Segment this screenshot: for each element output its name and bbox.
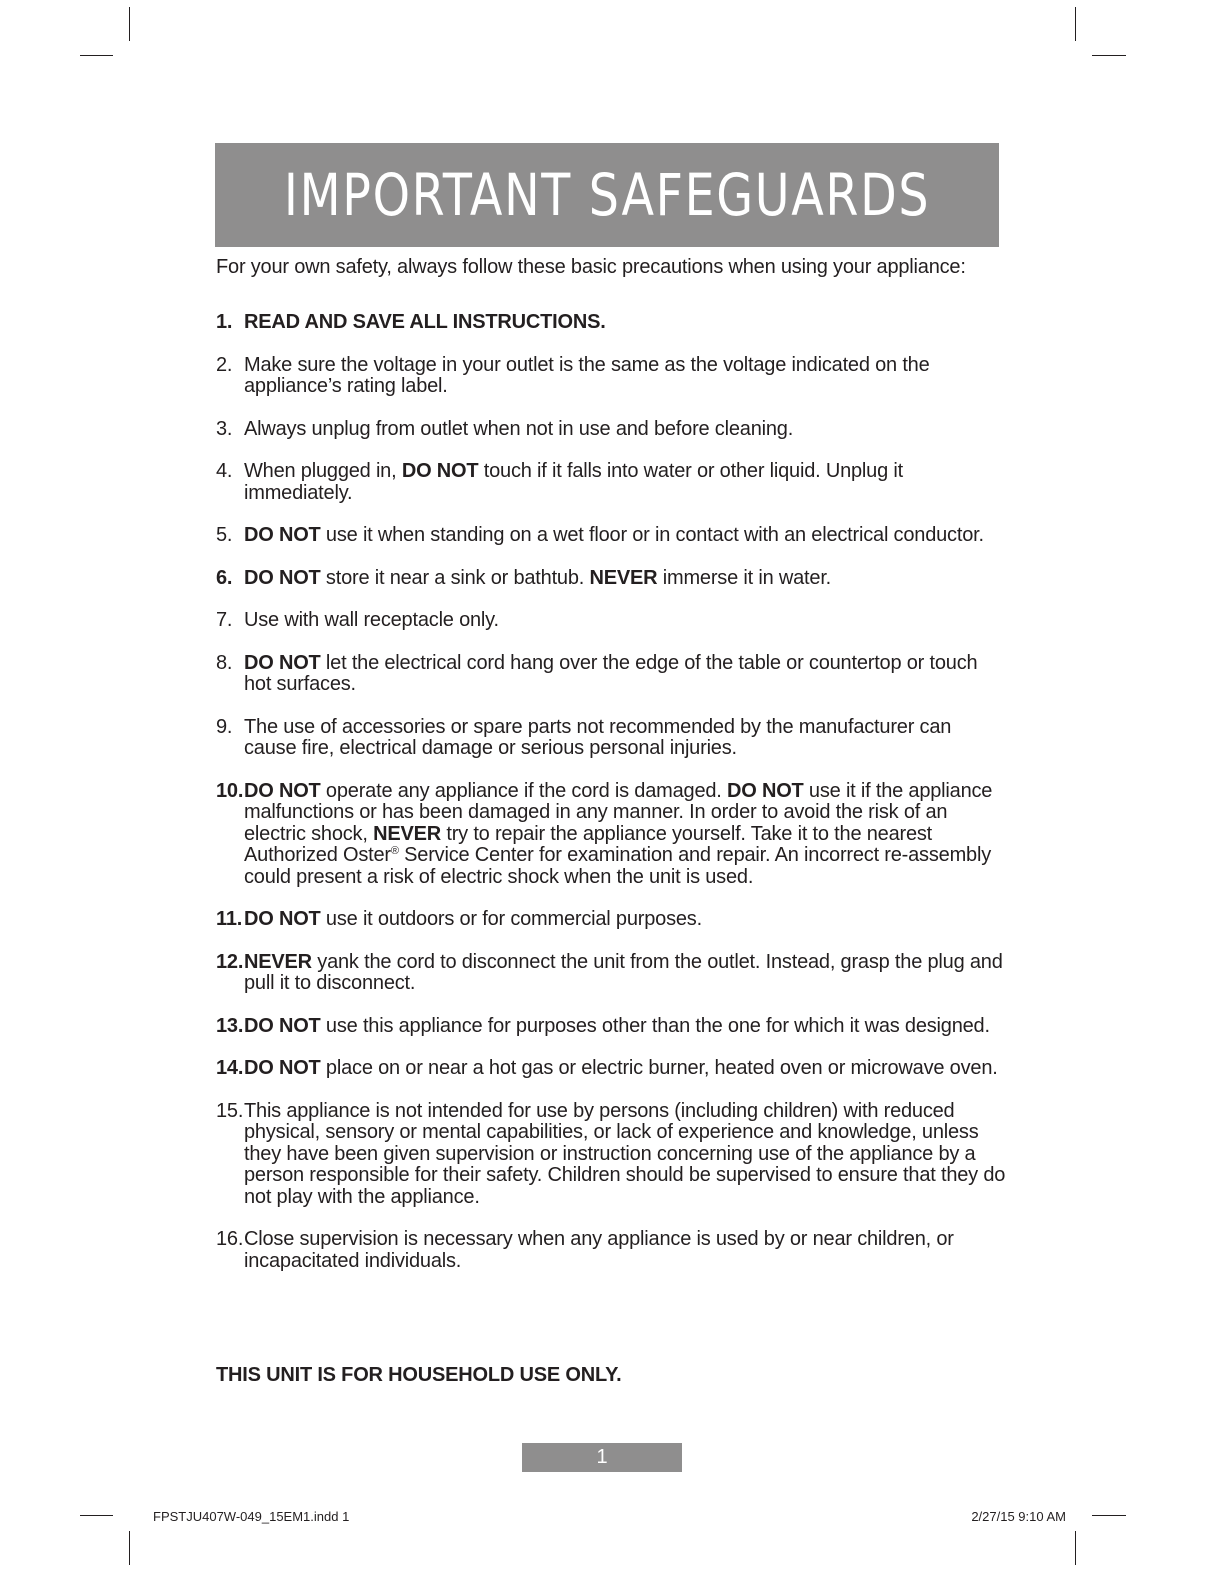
list-item-text: use it if the appliance malfunctions or has been damaged in any manner. In order to avoid the risk of an electric shock, [244,779,993,845]
list-item-text: operate any appliance if the cord is damaged. [320,779,727,802]
emphasis-text: DO NOT [244,1014,321,1037]
list-item-number: 7. [216,609,233,631]
list-item-number: 16. [216,1228,244,1250]
page-number: 1 [522,1443,682,1472]
list-item [216,525,1006,547]
list-item [216,1016,1006,1038]
list-item-text: use it outdoors or for commercial purposes. [320,908,702,930]
list-item-text: place on or near a hot gas or electric burner, heated oven or microwave oven. [320,1057,998,1079]
household-use-note: THIS UNIT IS FOR HOUSEHOLD USE ONLY. [216,1364,622,1386]
emphasis-text: DO NOT [244,908,321,930]
emphasis-text: DO NOT [244,566,321,589]
list-item-text: When plugged in, [244,460,402,482]
list-item-number: 1. [216,311,233,333]
page-title: IMPORTANT SAFEGUARDS [283,161,931,229]
emphasis-text: DO NOT [244,651,321,674]
list-item-text: Make sure the voltage in your outlet is the same as the voltage indicated on the appliance’s rating label. [244,353,930,397]
list-item [216,1229,1006,1272]
list-item [216,1101,1006,1209]
intro-text: For your own safety, always follow these basic precautions when using your appliance: [216,256,966,278]
emphasis-text: NEVER [244,950,312,973]
list-item-text: touch if it falls into water or other liquid. Unplug it immediately. [244,460,903,504]
slug-timestamp: 2/27/15 9:10 AM [971,1509,1066,1524]
list-item-number: 8. [216,651,233,674]
list-item-number: 15. [216,1099,244,1122]
list-item-number: 4. [216,460,233,482]
title-banner [215,143,999,247]
crop-mark-top-right-vertical [1075,7,1076,41]
emphasis-text: NEVER [589,566,658,589]
list-item-number: 11. [216,908,243,930]
list-item-number: 6. [216,566,233,589]
list-item-number: 3. [216,417,233,440]
list-item-number: 2. [216,353,233,376]
emphasis-text: DO NOT [401,460,479,482]
list-item-text: let the electrical cord hang over the edge of the table or countertop or touch hot surfaces. [244,651,978,695]
list-item-text: Service Center for examination and repair. An incorrect re-assembly could present a risk of electric shock when the unit is used. [244,844,992,888]
emphasis-text: DO NOT [727,779,804,802]
emphasis-text: DO NOT [244,779,321,802]
list-item [216,717,1006,760]
list-item-text: use it when standing on a wet floor or in contact with an electrical conductor. [320,524,984,546]
list-item [216,419,1006,441]
list-item [216,781,1006,889]
crop-mark-top-left-vertical [129,7,130,41]
list-item-text: try to repair the appliance yourself. Take it to the nearest Authorized Oster [244,822,933,866]
crop-mark-bottom-right-horizontal [1092,1515,1126,1516]
list-item-text: yank the cord to disconnect the unit from the outlet. Instead, grasp the plug and pull it to disconnect. [244,950,1003,994]
list-item [216,1058,1006,1080]
list-item-number: 5. [216,524,233,546]
list-item-number: 9. [216,715,233,738]
list-item-number: 12. [216,950,244,973]
crop-mark-bottom-right-vertical [1075,1531,1076,1565]
list-item [216,909,1006,931]
crop-mark-top-left-horizontal [80,55,113,56]
crop-mark-top-right-horizontal [1092,55,1126,56]
emphasis-text: NEVER [373,822,441,845]
slug-filename: FPSTJU407W-049_15EM1.indd 1 [153,1509,350,1524]
list-item [216,461,1006,504]
list-item [216,610,1006,632]
crop-mark-bottom-left-vertical [129,1531,130,1565]
safeguard-list [216,312,1006,1293]
emphasis-text: DO NOT [244,524,321,546]
list-item [216,952,1006,995]
crop-mark-bottom-left-horizontal [80,1515,113,1516]
list-item [216,568,1006,590]
emphasis-text: DO NOT [244,1057,321,1079]
list-item-text: Close supervision is necessary when any appliance is used by or near children, or incapacitated individuals. [244,1228,954,1272]
emphasis-text: READ AND SAVE ALL INSTRUCTIONS. [244,311,606,333]
list-item [216,312,1006,334]
list-item-text: This appliance is not intended for use by persons (including children) with reduced physical, sensory or mental capabilities, or lack of experience and knowledge, unless they have been given supervision or instruction concerning use of the appliance by a person responsible for their safety. Children should be supervised to ensure that they do not play with the appliance. [244,1099,1006,1208]
list-item-text: use this appliance for purposes other than the one for which it was designed. [320,1014,990,1037]
list-item-text: The use of accessories or spare parts not recommended by the manufacturer can cause fire, electrical damage or serious personal injuries. [244,715,952,759]
registered-mark: ® [390,845,399,857]
list-item-number: 13. [216,1014,244,1037]
list-item-text: Always unplug from outlet when not in use and before cleaning. [244,417,794,440]
list-item-text: immerse it in water. [657,566,832,589]
list-item-text: store it near a sink or bathtub. [320,566,590,589]
list-item-text: Use with wall receptacle only. [244,609,499,631]
list-item [216,653,1006,696]
list-item-number: 14. [216,1057,244,1079]
list-item-number: 10. [216,779,244,802]
list-item [216,355,1006,398]
